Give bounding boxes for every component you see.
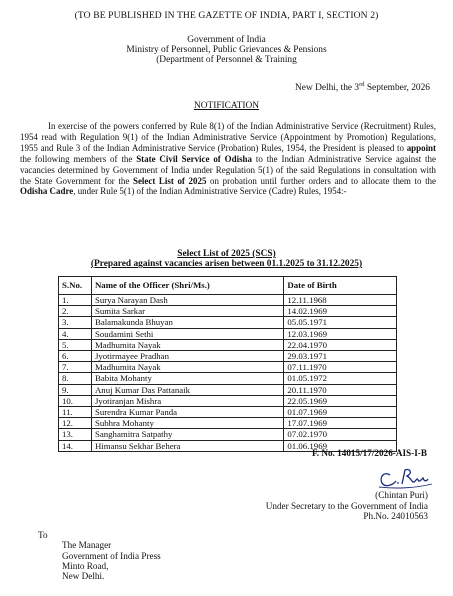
row-officer-name: Himansu Sekhar Behera (91, 440, 283, 451)
row-officer-name: Subhra Mohanty (91, 418, 283, 429)
table-row (59, 407, 397, 418)
row-date-of-birth: 07.02.1970 (284, 429, 397, 440)
table-row (59, 295, 397, 306)
row-officer-name: Soudamini Sethi (91, 328, 283, 339)
select-list-title-line1: Select List of 2025 (SCS) (177, 249, 276, 259)
row-sno: 7. (59, 362, 92, 373)
table-row (59, 306, 397, 317)
signatory-phone: Ph.No. 24010563 (363, 511, 428, 522)
table-row (59, 328, 397, 339)
row-officer-name: Anuj Kumar Das Pattanaik (91, 384, 283, 395)
appoint-term: appoint (406, 142, 436, 153)
table-row (59, 384, 397, 395)
date-rest: September, 2026 (364, 83, 430, 94)
row-date-of-birth: 17.07.1969 (284, 418, 397, 429)
row-officer-name: Babita Mohanty (91, 373, 283, 384)
recipient-address (38, 540, 161, 581)
notification-heading: NOTIFICATION (193, 101, 260, 111)
row-officer-name: Surya Narayan Dash (91, 295, 283, 306)
row-sno: 14. (59, 440, 92, 451)
row-sno: 13. (59, 429, 92, 440)
table-row (59, 429, 397, 440)
date-prefix: New Delhi, the 3 (295, 83, 360, 94)
ministry-name: Ministry of Personnel, Public Grievances & Pensions (126, 45, 327, 56)
row-sno: 11. (59, 407, 92, 418)
row-sno: 4. (59, 328, 92, 339)
header-officer-name: Name of the Officer (Shri/Ms.) (91, 277, 283, 295)
table-row (59, 373, 397, 384)
row-officer-name: Sumita Sarkar (91, 306, 283, 317)
row-date-of-birth: 20.11.1970 (284, 384, 397, 395)
signatory-block (168, 490, 428, 522)
address-line: Government of India Press (62, 550, 161, 561)
row-date-of-birth: 01.05.1972 (284, 373, 397, 384)
table-row (59, 317, 397, 328)
officers-table (58, 276, 397, 452)
to-label: To (38, 530, 48, 540)
row-officer-name: Madhumita Nayak (91, 362, 283, 373)
government-name: Government of India (187, 35, 266, 45)
signatory-name: (Chintan Puri) (375, 490, 428, 500)
row-officer-name: Surendra Kumar Panda (91, 407, 283, 418)
row-sno: 9. (59, 384, 92, 395)
select-list-title (0, 249, 453, 269)
row-date-of-birth: 01.07.1969 (284, 407, 397, 418)
row-date-of-birth: 22.05.1969 (284, 395, 397, 406)
signatory-designation: Under Secretary to the Government of India (265, 500, 428, 511)
row-officer-name: Jyotirmayee Pradhan (91, 351, 283, 362)
select-list-term: Select List of 2025 (132, 175, 207, 186)
address-line: New Delhi. (62, 571, 105, 582)
row-sno: 5. (59, 339, 92, 350)
row-sno: 8. (59, 373, 92, 384)
file-number: F. No. 14015/17/2026-AIS-I-B (311, 448, 427, 458)
department-name: (Department of Personnel & Training (156, 55, 297, 66)
address-line: Minto Road, (62, 560, 109, 571)
row-sno: 2. (59, 306, 92, 317)
select-list-title-line2: (Prepared against vacancies arisen between 01.1.2025 to 31.12.2025) (90, 259, 363, 270)
row-sno: 1. (59, 295, 92, 306)
gazette-publication-line: (TO BE PUBLISHED IN THE GAZETTE OF INDIA, PART I, SECTION 2) (74, 10, 379, 21)
table-row (59, 395, 397, 406)
header-sno: S.No. (59, 277, 92, 295)
cadre-name: Odisha Cadre (20, 186, 74, 197)
row-sno: 12. (59, 418, 92, 429)
issuing-authority (0, 35, 453, 66)
row-date-of-birth: 07.11.1970 (284, 362, 397, 373)
row-date-of-birth: 29.03.1971 (284, 351, 397, 362)
row-sno: 10. (59, 395, 92, 406)
table-row (59, 339, 397, 350)
row-date-of-birth: 12.03.1969 (284, 328, 397, 339)
table-row (59, 362, 397, 373)
row-date-of-birth: 14.02.1969 (284, 306, 397, 317)
handwritten-signature (376, 463, 436, 491)
table-header-row (59, 277, 397, 295)
row-date-of-birth: 22.04.1970 (284, 339, 397, 350)
header-date-of-birth: Date of Birth (284, 277, 397, 295)
table-row (59, 418, 397, 429)
row-date-of-birth: 01.06.1969 (284, 440, 397, 451)
row-sno: 6. (59, 351, 92, 362)
date-ordinal-suffix: rd (359, 81, 365, 88)
place-and-date (295, 81, 430, 93)
table-row (59, 351, 397, 362)
row-officer-name: Sanghamitra Satpathy (91, 429, 283, 440)
row-date-of-birth: 12.11.1968 (284, 295, 397, 306)
row-officer-name: Jyotiranjan Mishra (91, 395, 283, 406)
recipient-block (38, 530, 161, 581)
row-date-of-birth: 05.05.1971 (284, 317, 397, 328)
address-line: The Manager (62, 540, 112, 551)
row-officer-name: Balamakunda Bhuyan (91, 317, 283, 328)
row-officer-name: Madhumita Nayak (91, 339, 283, 350)
notification-body: In exercise of the powers conferred by Rule 8(1) of the Indian Administrative Service (Recruitment) Rules, 1954 read with Regulation 9(1) of the Indian Administrative Service (Appointment by Promotion) Regulations, 1955 and Rule 3 of the Indian Administrative Service (Probation) Rules, 1954, the President is pleased to appoint the following members of the State Civil Service of Odisha to the Indian Administrative Service against the vacancies determined by Government of India under Regulation 5(1) of the said Regulations in consultation with the State Government for the Select List of 2025 on probation until further orders and to allocate them to the Odisha Cadre, under Rule 5(1) of the Indian Administrative Service (Cadre) Rules, 1954:- (20, 121, 436, 197)
service-name: State Civil Service of Odisha (136, 153, 252, 164)
row-sno: 3. (59, 317, 92, 328)
